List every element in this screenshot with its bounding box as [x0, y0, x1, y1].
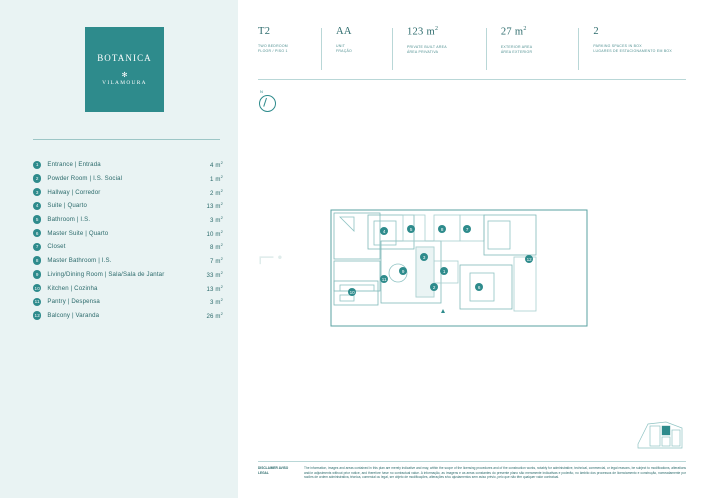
legend-area-unit: 2	[220, 297, 223, 303]
legend-item	[33, 199, 223, 213]
legend-area-unit: 2	[220, 174, 223, 180]
sidebar	[0, 0, 238, 498]
legend-area-unit: 2	[220, 242, 223, 248]
sidebar-divider	[33, 139, 220, 140]
legend-area-unit: 2	[220, 215, 223, 221]
north-label: N	[260, 89, 263, 94]
header-rule	[258, 79, 686, 80]
spec-unit-sup: 2	[434, 26, 439, 32]
legend-number-badge: 10	[34, 285, 40, 291]
spec-sub-line: UNIT	[335, 44, 346, 48]
legend-item	[33, 185, 223, 199]
legend-item-area: 33 $m^2$	[206, 269, 223, 279]
legend-number-badge: 2	[33, 174, 41, 182]
legend-item-area: 1 $m^2$	[210, 174, 223, 184]
legend-number-badge: 6	[33, 229, 41, 237]
spec-sub-line: PRIVATE BUILT AREA	[406, 44, 447, 49]
legend-area-unit: 2	[220, 283, 223, 289]
spec-value: 27 $m^2$	[500, 26, 527, 38]
plan-room-marker: 5	[407, 225, 415, 233]
legend-item-label: Pantry | Despensa	[47, 298, 100, 306]
legend-number-badge: 11	[34, 299, 40, 305]
legend-item-label: Balcony | Varanda	[47, 311, 100, 319]
spec-value: 2	[593, 26, 599, 37]
key-plan	[636, 414, 686, 452]
legend-item	[33, 158, 223, 172]
spec-sub-line: PARKING SPACES IN BOX	[593, 44, 642, 48]
plan-watermark: ⌐·	[258, 241, 285, 274]
room-legend	[33, 158, 223, 322]
spec-unit-sup: 2	[523, 26, 527, 32]
legend-item-label: Kitchen | Cozinha	[47, 284, 98, 292]
legend-number-badge: 3	[33, 188, 41, 196]
legend-area-unit: 2	[220, 228, 223, 234]
legend-item	[33, 295, 223, 309]
spec-sub-line: TWO BEDROOM	[258, 44, 288, 48]
north-arrow	[259, 90, 281, 112]
legend-item-label: Living/Dining Room | Sala/Sala de Jantar	[47, 270, 165, 278]
legend-area-unit: 2	[220, 310, 223, 316]
legend-item-area: 13 $m^2$	[206, 201, 223, 211]
legend-item	[33, 281, 223, 295]
legend-number-badge: 12	[34, 312, 40, 318]
legend-number-badge: 8	[33, 256, 41, 264]
legend-item-label: Entrance | Entrada	[47, 161, 101, 169]
spec-item	[579, 26, 686, 54]
spec-sub-line: FRAÇÃO	[335, 49, 353, 54]
legend-number-badge: 4	[33, 202, 41, 210]
spec-sub-line: ÁREA EXTERIOR	[500, 49, 533, 54]
disclaimer-text: The information, images and areas contained in this plan are merely indicative and may, within the scope of the licensing procedures and of the construction works, notably for administrative, technical, commercial, or legal reasons, be subject to modifications, alterations and/or adjustments without prior notice, and therefore have no contractual value. A informação, as imagens e as areas constantes do presente plano são meramente indicativas e poderão, no âmbito dos processos de licenciamento e construção, nomeadamente por razões de ordem administrativa, técnica, comercial ou legal, ser objeto de modificações, alterações e/ou ajustamentos sem aviso prévio, pelo que não têm qualquer valor contratual.	[304, 466, 686, 480]
spec-value: 123 $m^2$	[406, 26, 439, 38]
legend-item-area: 3 $m^2$	[210, 215, 223, 225]
legend-item-area: 4 $m^2$	[210, 160, 223, 170]
spec-item	[258, 26, 322, 54]
spec-value: AA	[335, 26, 352, 37]
unit-spec-bar	[258, 26, 686, 74]
legend-item	[33, 254, 223, 268]
footer-disclaimer	[258, 466, 686, 480]
plan-drawing	[248, 195, 688, 345]
legend-area-unit: 2	[220, 160, 223, 166]
legend-item	[33, 213, 223, 227]
plan-room-marker: 3	[420, 253, 428, 261]
plan-room-marker: 10	[349, 289, 355, 295]
brand-sub: VILAMOURA	[102, 80, 147, 86]
legend-area-unit: 2	[220, 201, 223, 207]
spec-sub-line: FLOOR / PISO 1	[258, 49, 288, 54]
legend-item-label: Powder Room | I.S. Social	[47, 175, 123, 183]
legend-item-area: 7 $m^2$	[210, 256, 223, 266]
legend-number-badge: 7	[33, 243, 41, 251]
legend-item-label: Hallway | Corredor	[47, 188, 101, 196]
legend-item	[33, 268, 223, 282]
legend-item-area: 2 $m^2$	[210, 187, 223, 197]
plan-room-marker: 6	[475, 283, 483, 291]
legend-area-unit: 2	[220, 256, 223, 262]
legend-item-area: 26 $m^2$	[206, 310, 223, 320]
brand-logo	[85, 27, 164, 112]
legend-area-unit: 2	[220, 187, 223, 193]
plan-room-marker: 9	[399, 267, 407, 275]
spec-sub-line: ÁREA PRIVATIVA	[406, 49, 439, 54]
legend-item	[33, 226, 223, 240]
floor-plan	[248, 195, 688, 345]
disclaimer-label: DISCLAIMER AVISO LEGAL	[258, 466, 289, 475]
plan-room-marker: 4	[380, 227, 388, 235]
spec-item	[487, 26, 580, 55]
spec-item	[393, 26, 487, 55]
legend-number-badge: 9	[33, 270, 41, 278]
legend-item-label: Master Suite | Quarto	[47, 229, 109, 237]
legend-number-badge: 5	[33, 215, 41, 223]
brand-name: BOTANICA	[97, 53, 152, 63]
spec-sub-line: EXTERIOR AREA	[500, 44, 533, 49]
legend-area-unit: 2	[220, 269, 223, 275]
legend-item-area: 3 $m^2$	[210, 297, 223, 307]
legend-item-label: Suite | Quarto	[47, 202, 87, 210]
plan-room-marker: 2	[430, 283, 438, 291]
spec-item	[322, 26, 393, 54]
legend-item-label: Closet	[47, 243, 66, 251]
legend-item	[33, 309, 223, 323]
legend-item-label: Master Bathroom | I.S.	[47, 257, 112, 265]
legend-item-area: 8 $m^2$	[210, 242, 223, 252]
legend-item-label: Bathroom | I.S.	[47, 216, 91, 224]
legend-item-area: 13 $m^2$	[206, 283, 223, 293]
legend-item	[33, 240, 223, 254]
spec-sub-line: LUGARES DE ESTACIONAMENTO EM BOX	[593, 49, 672, 54]
footer-rule	[258, 461, 686, 462]
spec-value: T2	[258, 26, 271, 37]
plan-room-marker: 11	[381, 276, 387, 282]
north-circle	[259, 95, 276, 112]
plan-room-marker: 8	[438, 225, 446, 233]
plan-room-marker: 7	[463, 225, 471, 233]
plan-room-marker: 12	[526, 256, 532, 262]
legend-item	[33, 172, 223, 186]
plan-room-marker: 1	[440, 267, 448, 275]
legend-item-area: 10 $m^2$	[206, 228, 223, 238]
legend-number-badge: 1	[33, 161, 41, 169]
flower-icon: ✻	[121, 72, 128, 79]
